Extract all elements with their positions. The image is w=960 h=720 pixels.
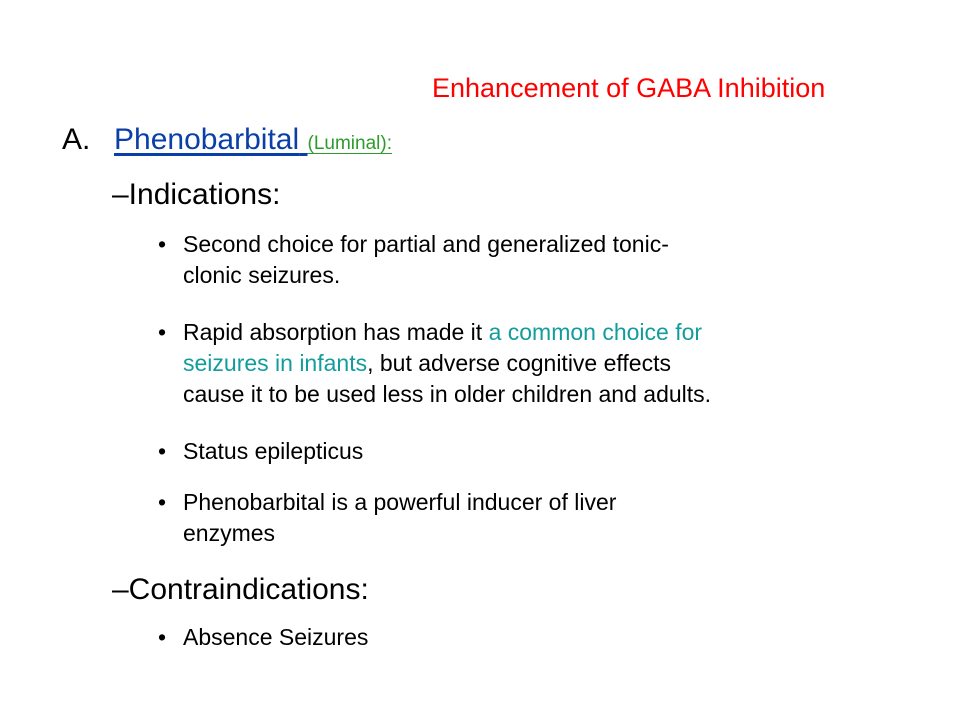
bullet-text-line3: cause it to be used less in older children and adults. (183, 381, 712, 407)
drug-brand: (Luminal): (307, 133, 392, 154)
bullet-text-line1: Phenobarbital is a powerful inducer of liver (183, 489, 617, 515)
list-item (158, 487, 928, 549)
highlight-text: seizures in infants (183, 350, 368, 376)
bullet-text-line1: Absence Seizures (183, 624, 369, 650)
bullet-dot: • (158, 624, 167, 650)
bullet-dot: • (158, 319, 167, 345)
bullet-dot: • (158, 438, 167, 464)
section-indications-label: –Indications: (112, 178, 281, 211)
list-item (158, 622, 928, 653)
bullet-dot: • (158, 231, 167, 257)
list-item (158, 436, 928, 467)
bullet-text-line2 (183, 348, 928, 379)
highlight-text: a common choice for (488, 319, 703, 345)
bullet-text-line2: enzymes (183, 520, 276, 546)
bullet-text-post: , but adverse cognitive effects (367, 350, 671, 376)
bullet-dot: • (158, 489, 167, 515)
list-item (158, 317, 928, 410)
bullet-text-line1 (183, 317, 928, 348)
bullet-text-pre: Rapid absorption has made it (183, 319, 489, 345)
section-contraindications-label: –Contraindications: (112, 573, 369, 606)
bullet-text-line2: clonic seizures. (183, 262, 341, 288)
slide-title: Enhancement of GABA Inhibition (432, 73, 826, 103)
bullet-text-line1: Second choice for partial and generalized tonic- (183, 231, 669, 257)
drug-heading (62, 123, 392, 157)
list-item (158, 229, 928, 291)
drug-name: Phenobarbital (114, 123, 300, 156)
bullet-text-line1: Status epilepticus (183, 438, 364, 464)
heading-letter: A. (62, 123, 91, 156)
